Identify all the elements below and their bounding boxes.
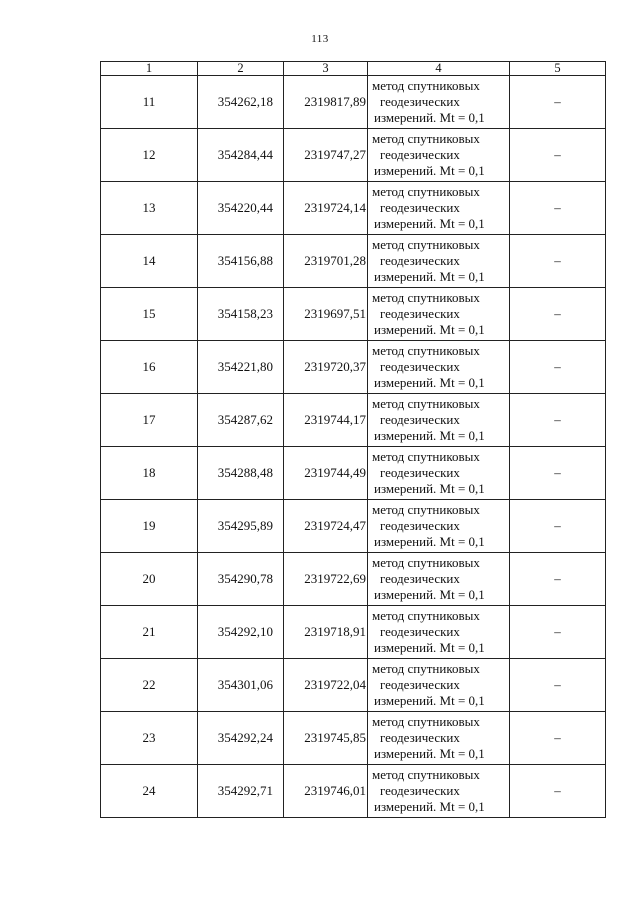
note-cell: – — [510, 712, 606, 765]
method-line-1: метод спутниковых — [372, 767, 480, 782]
x-coordinate-cell: 354156,88 — [198, 235, 284, 288]
method-line-1: метод спутниковых — [372, 131, 480, 146]
note-cell: – — [510, 765, 606, 818]
method-line-2: геодезических — [380, 677, 460, 692]
table-row — [101, 606, 606, 659]
point-number-cell: 13 — [101, 182, 198, 235]
method-line-3: измерений. Mt = 0,1 — [374, 269, 485, 284]
method-line-3: измерений. Mt = 0,1 — [374, 216, 485, 231]
x-coordinate-cell: 354288,48 — [198, 447, 284, 500]
note-cell: – — [510, 553, 606, 606]
method-line-3: измерений. Mt = 0,1 — [374, 110, 485, 125]
method-cell — [368, 447, 510, 500]
note-cell: – — [510, 129, 606, 182]
x-coordinate-cell: 354287,62 — [198, 394, 284, 447]
x-coordinate-cell: 354292,10 — [198, 606, 284, 659]
method-cell — [368, 341, 510, 394]
y-coordinate-cell: 2319724,47 — [284, 500, 368, 553]
method-line-2: геодезических — [380, 200, 460, 215]
point-number-cell: 20 — [101, 553, 198, 606]
method-line-1: метод спутниковых — [372, 502, 480, 517]
method-line-3: измерений. Mt = 0,1 — [374, 322, 485, 337]
y-coordinate-cell: 2319817,89 — [284, 76, 368, 129]
x-coordinate-cell: 354158,23 — [198, 288, 284, 341]
note-cell: – — [510, 76, 606, 129]
x-coordinate-cell: 354295,89 — [198, 500, 284, 553]
x-coordinate-cell: 354292,24 — [198, 712, 284, 765]
method-line-1: метод спутниковых — [372, 714, 480, 729]
method-cell — [368, 606, 510, 659]
method-cell — [368, 500, 510, 553]
table-row — [101, 712, 606, 765]
method-line-3: измерений. Mt = 0,1 — [374, 481, 485, 496]
method-line-1: метод спутниковых — [372, 78, 480, 93]
point-number-cell: 21 — [101, 606, 198, 659]
column-header-2: 2 — [198, 62, 284, 76]
method-line-3: измерений. Mt = 0,1 — [374, 799, 485, 814]
method-line-2: геодезических — [380, 783, 460, 798]
table-row — [101, 182, 606, 235]
point-number-cell: 14 — [101, 235, 198, 288]
method-line-3: измерений. Mt = 0,1 — [374, 640, 485, 655]
y-coordinate-cell: 2319745,85 — [284, 712, 368, 765]
table-row — [101, 76, 606, 129]
column-header-1: 1 — [101, 62, 198, 76]
note-cell: – — [510, 288, 606, 341]
table-row — [101, 659, 606, 712]
method-line-2: геодезических — [380, 730, 460, 745]
column-header-3: 3 — [284, 62, 368, 76]
method-cell — [368, 288, 510, 341]
method-line-1: метод спутниковых — [372, 449, 480, 464]
note-cell: – — [510, 447, 606, 500]
y-coordinate-cell: 2319722,04 — [284, 659, 368, 712]
method-cell — [368, 182, 510, 235]
point-number-cell: 23 — [101, 712, 198, 765]
y-coordinate-cell: 2319697,51 — [284, 288, 368, 341]
point-number-cell: 24 — [101, 765, 198, 818]
y-coordinate-cell: 2319724,14 — [284, 182, 368, 235]
method-line-2: геодезических — [380, 147, 460, 162]
point-number-cell: 12 — [101, 129, 198, 182]
coordinates-table-body — [101, 62, 606, 818]
method-line-1: метод спутниковых — [372, 343, 480, 358]
point-number-cell: 16 — [101, 341, 198, 394]
method-line-1: метод спутниковых — [372, 396, 480, 411]
method-cell — [368, 553, 510, 606]
table-row — [101, 235, 606, 288]
method-line-3: измерений. Mt = 0,1 — [374, 375, 485, 390]
method-cell — [368, 129, 510, 182]
coordinates-table — [100, 61, 606, 818]
method-line-2: геодезических — [380, 571, 460, 586]
point-number-cell: 19 — [101, 500, 198, 553]
x-coordinate-cell: 354284,44 — [198, 129, 284, 182]
method-line-2: геодезических — [380, 306, 460, 321]
method-line-2: геодезических — [380, 253, 460, 268]
y-coordinate-cell: 2319744,49 — [284, 447, 368, 500]
x-coordinate-cell: 354301,06 — [198, 659, 284, 712]
y-coordinate-cell: 2319746,01 — [284, 765, 368, 818]
method-line-2: геодезических — [380, 94, 460, 109]
method-line-1: метод спутниковых — [372, 237, 480, 252]
note-cell: – — [510, 182, 606, 235]
table-header-row — [101, 62, 606, 76]
point-number-cell: 11 — [101, 76, 198, 129]
note-cell: – — [510, 500, 606, 553]
y-coordinate-cell: 2319701,28 — [284, 235, 368, 288]
x-coordinate-cell: 354262,18 — [198, 76, 284, 129]
method-line-2: геодезических — [380, 359, 460, 374]
column-header-5: 5 — [510, 62, 606, 76]
method-line-1: метод спутниковых — [372, 555, 480, 570]
method-cell — [368, 659, 510, 712]
table-row — [101, 394, 606, 447]
point-number-cell: 22 — [101, 659, 198, 712]
method-line-3: измерений. Mt = 0,1 — [374, 428, 485, 443]
y-coordinate-cell: 2319747,27 — [284, 129, 368, 182]
method-cell — [368, 76, 510, 129]
note-cell: – — [510, 606, 606, 659]
method-line-1: метод спутниковых — [372, 290, 480, 305]
note-cell: – — [510, 659, 606, 712]
table-row — [101, 341, 606, 394]
method-line-1: метод спутниковых — [372, 661, 480, 676]
method-line-2: геодезических — [380, 624, 460, 639]
y-coordinate-cell: 2319718,91 — [284, 606, 368, 659]
method-cell — [368, 394, 510, 447]
method-cell — [368, 765, 510, 818]
method-line-3: измерений. Mt = 0,1 — [374, 163, 485, 178]
method-line-3: измерений. Mt = 0,1 — [374, 534, 485, 549]
method-line-3: измерений. Mt = 0,1 — [374, 746, 485, 761]
method-line-1: метод спутниковых — [372, 608, 480, 623]
x-coordinate-cell: 354221,80 — [198, 341, 284, 394]
table-row — [101, 288, 606, 341]
note-cell: – — [510, 341, 606, 394]
table-row — [101, 500, 606, 553]
method-line-2: геодезических — [380, 412, 460, 427]
method-line-2: геодезических — [380, 465, 460, 480]
method-cell — [368, 235, 510, 288]
x-coordinate-cell: 354292,71 — [198, 765, 284, 818]
x-coordinate-cell: 354220,44 — [198, 182, 284, 235]
note-cell: – — [510, 235, 606, 288]
method-line-3: измерений. Mt = 0,1 — [374, 587, 485, 602]
point-number-cell: 17 — [101, 394, 198, 447]
table-row — [101, 553, 606, 606]
table-row — [101, 765, 606, 818]
y-coordinate-cell: 2319722,69 — [284, 553, 368, 606]
note-cell: – — [510, 394, 606, 447]
y-coordinate-cell: 2319720,37 — [284, 341, 368, 394]
x-coordinate-cell: 354290,78 — [198, 553, 284, 606]
method-line-3: измерений. Mt = 0,1 — [374, 693, 485, 708]
table-row — [101, 447, 606, 500]
y-coordinate-cell: 2319744,17 — [284, 394, 368, 447]
method-line-1: метод спутниковых — [372, 184, 480, 199]
point-number-cell: 15 — [101, 288, 198, 341]
method-line-2: геодезических — [380, 518, 460, 533]
column-header-4: 4 — [368, 62, 510, 76]
page-number: 113 — [311, 33, 329, 45]
point-number-cell: 18 — [101, 447, 198, 500]
method-cell — [368, 712, 510, 765]
table-row — [101, 129, 606, 182]
